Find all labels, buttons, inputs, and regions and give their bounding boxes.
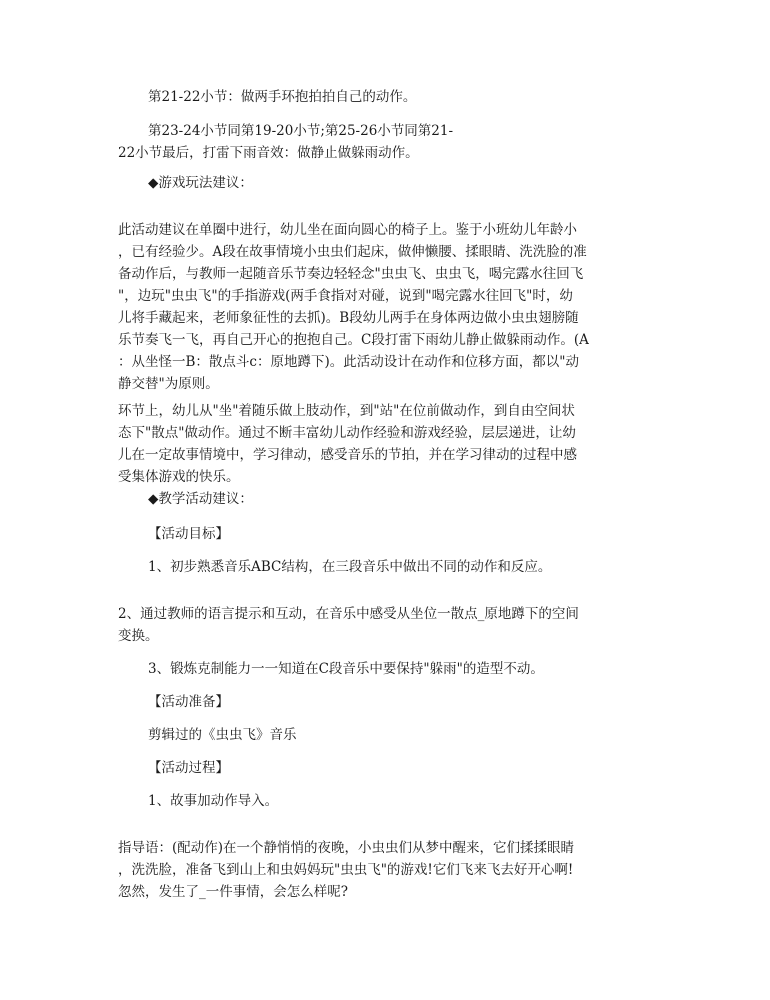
paragraph-activity-progression: 环节上，幼儿从"坐"着随乐做上肢动作，到"站"在位前做动作，到自由空间状 态下"散点"做动作。通过不断丰富幼儿动作经验和游戏经验，层层递进，让幼 儿在一定故事情境中，学习律动，感受音乐的节拍，并在学习律动的过程中感 受集体游戏的快乐。 [118, 403, 577, 485]
heading-game-suggestions: ◆游戏玩法建议： [148, 175, 253, 191]
preparation-item: 剪辑过的《虫虫飞》音乐 [148, 727, 297, 743]
goal-item-2: 2、通过教师的语言提示和互动，在音乐中感受从坐位一散点_原地蹲下的空间 变换。 [118, 606, 579, 644]
heading-activity-goals: 【活动目标】 [148, 526, 229, 542]
paragraph-guide-words: 指导语：(配动作)在一个静悄悄的夜晚，小虫虫们从梦中醒来，它们揉揉眼睛 ，洗洗脸，准备飞到山上和虫妈妈玩"虫虫飞"的游戏!它们飞来飞去好开心啊! 忽然，发生了_一件事情，会怎么样呢? [118, 840, 575, 900]
process-step-1: 1、故事加动作导入。 [148, 793, 279, 809]
paragraph-section-23-26: 第23-24小节同第19-20小节;第25-26小节同第21- 22小节最后，打雷下雨音效：做静止做躲雨动作。 [118, 123, 454, 161]
goal-item-1: 1、初步熟悉音乐ABC结构，在三段音乐中做出不同的动作和反应。 [148, 559, 552, 575]
goal-item-3: 3、锻炼克制能力一一知道在C段音乐中要保持"躲雨"的造型不动。 [148, 661, 544, 677]
heading-teaching-suggestions: ◆教学活动建议： [148, 491, 253, 507]
heading-activity-preparation: 【活动准备】 [148, 694, 229, 710]
heading-activity-process: 【活动过程】 [148, 760, 229, 776]
paragraph-game-description: 此活动建议在单圈中进行，幼儿坐在面向圆心的椅子上。鉴于小班幼儿年龄小 ，已有经验少。A段在故事情境小虫虫们起床，做伸懒腰、揉眼睛、洗洗脸的准 备动作后，与教师一起随音乐节奏边轻轻念"虫虫飞、虫虫飞，喝完露水往回飞 "，边玩"虫虫飞"的手指游戏(两手食指对对碰，说到"喝完露水往回飞"时，幼 儿将手藏起来，老师象征性的去抓)。B段幼儿两手在身体两边做小虫虫翅膀随 乐节奏飞一飞，再自己开心的抱抱自己。C段打雷下雨幼儿静止做躲雨动作。(A ：从坐怪一B：散点斗c：原地蹲下)。此活动设计在动作和位移方面，都以"动 静交替"为原则。 [118, 222, 589, 392]
paragraph-section-21-22: 第21-22小节：做两手环抱拍拍自己的动作。 [148, 89, 417, 105]
